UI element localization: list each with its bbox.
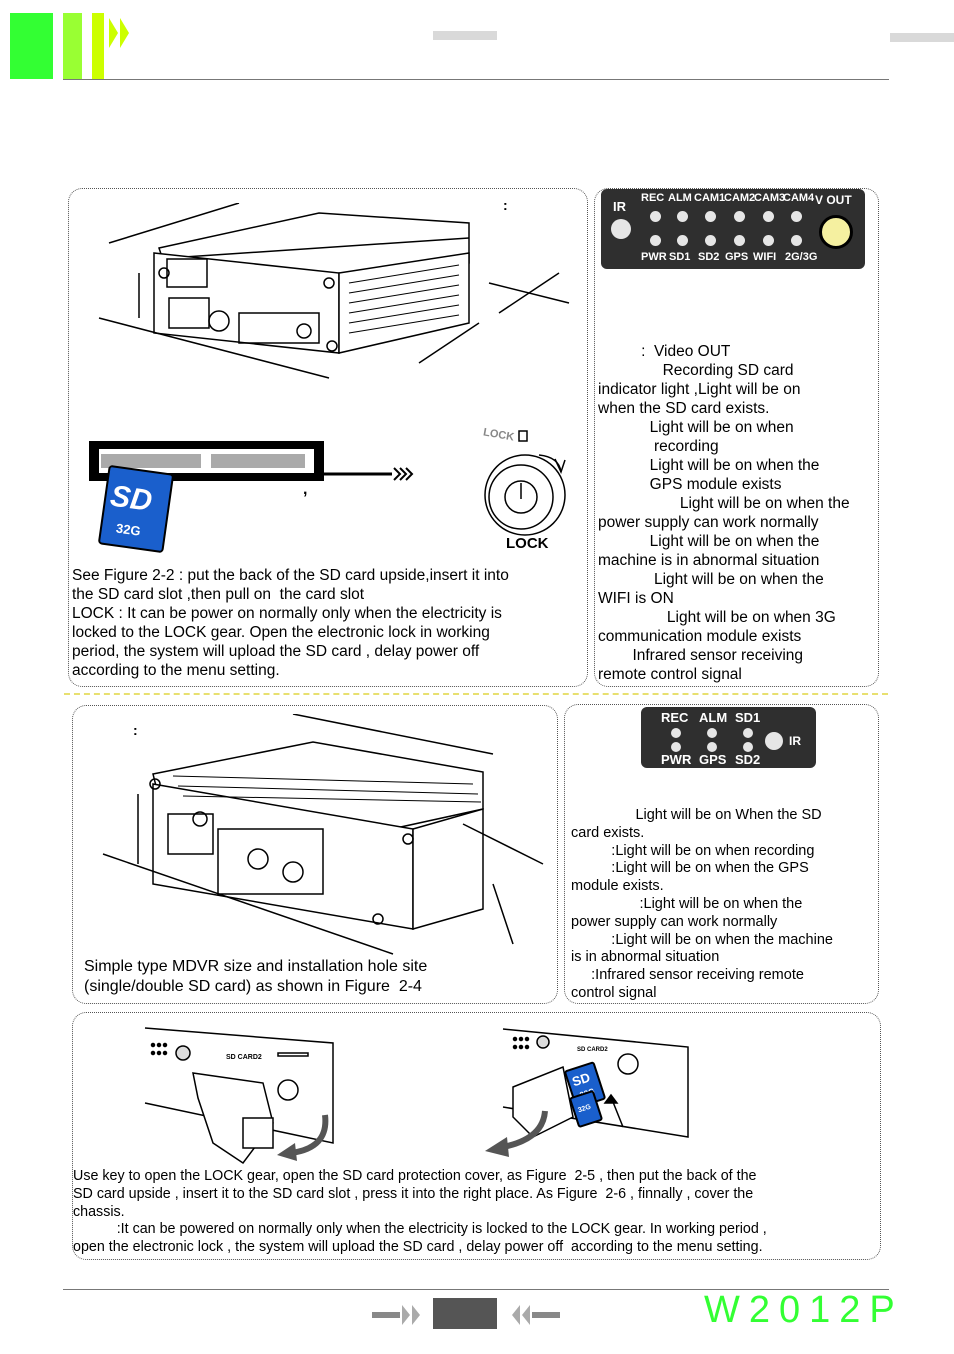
panel-simple-indicator-lights (564, 704, 879, 1004)
ir-label: IR (789, 734, 801, 748)
model-name: W2012P (704, 1289, 904, 1331)
logo-block-1 (10, 13, 53, 79)
sd-card-image (98, 465, 174, 553)
panel-indicator-lights (594, 188, 879, 687)
logo-block-2 (63, 13, 82, 79)
led-label-cam2: CAM2 (724, 192, 756, 204)
figure-label-colon: : (133, 722, 138, 738)
lock-knob-drawing (479, 427, 574, 537)
slot-label: SD CARD2 (226, 1054, 262, 1061)
lock-icon-label: LOCK (482, 426, 515, 444)
led-label-gps: GPS (725, 251, 749, 263)
prev-arrow-icon (508, 1302, 560, 1328)
lock-caption: LOCK (506, 535, 549, 552)
panel1-description: See Figure 2-2 : put the back of the SD card upside,insert it into the SD card slot ,then pull on the card slot LOCK : It can be power on normally only when the electricity is locked to the LOCK gear. Open the electronic lock in working period, the system will upload the SD card , delay power off according to the menu setting. (72, 567, 509, 679)
header-bar-right (890, 33, 954, 42)
header-rule (63, 79, 889, 80)
led-label-pwr: PWR (641, 251, 667, 263)
slot-label-right: SD CARD2 (577, 1047, 608, 1053)
ir-label: IR (613, 199, 626, 214)
led-label-sd2: SD2 (735, 752, 761, 767)
simple-mdvr-drawing (93, 714, 553, 964)
led-panel-simple (641, 707, 816, 768)
rotate-arrow-icon-right (481, 1109, 551, 1159)
page-number-box (433, 1298, 497, 1329)
led-label-cam4: CAM4 (783, 192, 815, 204)
led-label-cam1: CAM1 (694, 192, 726, 204)
led-label-gps: GPS (699, 752, 727, 767)
panel3-description: Simple type MDVR size and installation hole site (single/double SD card) as shown in Figure 2-4 (84, 958, 428, 995)
led-label-wifi: WIFI (753, 251, 777, 263)
vout-label: V OUT (815, 193, 852, 207)
panel4-description: Light will be on When the SD card exists. :Light will be on when recording :Light will be on when the GPS module exists. :Light will be on when the power supply can work normally :Light will be on when the machine is in abnormal situation :Infrared sensor receiving remote control signal (571, 807, 833, 1001)
sd-card-capacity: 32G (115, 520, 142, 539)
logo-arrow-icon (107, 16, 131, 50)
led-label-rec: REC (661, 710, 689, 725)
panel2-description: : Video OUT Recording SD card indicator light ,Light will be on when the SD card exists. Light will be on when recording Light will be on when the GPS module exists Light will be on when the power supply can work normally Light will be on when the machine is in abnormal situation Light will be on when the WIFI is ON Light will be on when 3G communication module exists Infrared sensor receiving remote control signal (598, 343, 850, 683)
section-separator (64, 693, 888, 695)
push-arrow-icon (324, 464, 414, 484)
led-label-cam3: CAM3 (754, 192, 786, 204)
led-label-sd1: SD1 (669, 251, 691, 263)
comma-mark: , (303, 481, 308, 498)
sd-card-logo: SD (570, 1069, 593, 1090)
panel-sd-protection-cover (72, 1012, 881, 1260)
ir-sensor-icon (765, 732, 783, 750)
figure-label-colon: : (503, 197, 508, 213)
panel-sd-card-insert (68, 188, 588, 687)
panel5-description: Use key to open the LOCK gear, open the SD card protection cover, as Figure 2-5 , then put the back of the SD card upside , insert it to the SD card slot , press it into the right place. As Figure 2-6 , finnally , cover the chassis. :It can be powered on normally only when the electricity is locked to the LOCK gear. In working period , open the electronic lock , the system will upload the SD card , delay power off according to the menu setting. (73, 1168, 767, 1256)
led-label-alm: ALM (699, 710, 728, 725)
led-label-alm: ALM (668, 192, 692, 204)
led-label-rec: REC (641, 192, 665, 204)
next-arrow-icon (372, 1302, 424, 1328)
sd-card-logo: SD (108, 479, 155, 518)
sd-card-capacity-2: 32G (577, 1103, 592, 1115)
header-bar-left (433, 31, 497, 40)
led-panel-front (601, 189, 865, 269)
dvr-device-drawing (89, 203, 579, 403)
ir-sensor-icon (611, 219, 631, 239)
vout-port-icon (819, 215, 853, 249)
led-label-sd2: SD2 (698, 251, 720, 263)
panel-simple-mdvr (72, 705, 558, 1004)
rotate-arrow-icon (273, 1113, 333, 1163)
led-label-2g3g: 2G/3G (785, 251, 818, 263)
led-label-pwr: PWR (661, 752, 692, 767)
logo-block-3 (92, 13, 104, 79)
led-label-sd1: SD1 (735, 710, 761, 725)
